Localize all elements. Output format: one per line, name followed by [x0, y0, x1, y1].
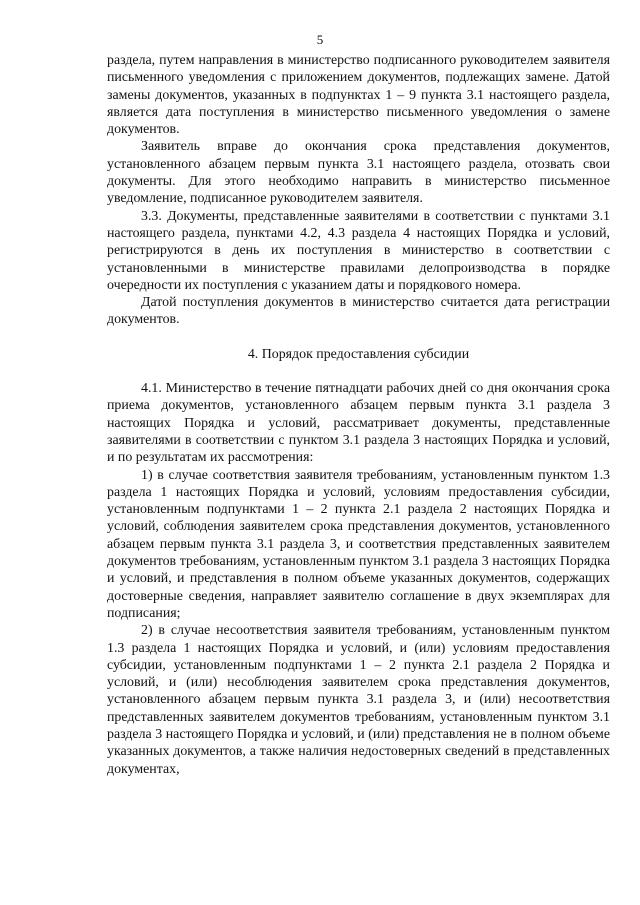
list-item-1: 1) в случае соответствия заявителя требованиям, установленным пунктом 1.3 раздела 1 настоящих Порядка и условий, условиям предоставления субсидии, установленным подпунктами 1 – 2 пункта 2.1 раздела 2 настоящих Порядка и условий, соблюдения заявителем срока представления документов, установленного абзацем первым пункта 3.1 раздела 3, и соответствия представленных заявителем документов требованиям, установленным пунктом 3.1 раздела 3 настоящих Порядка и условий, и представления в полном объеме указанных документов, содержащих достоверные сведения, направляет заявителю соглашение в двух экземплярах для подписания; [107, 467, 610, 621]
list-item-2: 2) в случае несоответствия заявителя требованиям, установленным пунктом 1.3 раздела 1 настоящих Порядка и условий, и (или) условиям предоставления субсидии, установленным подпунктами 1 – 2 пункта 2.1 раздела 2 Порядка и условий, и (или) несоблюдения заявителем срока представления документов, установленного абзацем первым пункта 3.1 раздела 3, и (или) несоответствия представленных заявителем документов требованиям, установленным пунктом 3.1 раздела 3 настоящего Порядка и условий, и (или) представления не в полном объеме указанных документов, а также наличия недостоверных сведений в представленных документах, [107, 623, 610, 777]
section-heading: 4. Порядок предоставления субсидии [247, 346, 470, 362]
paragraph-withdrawal: Заявитель вправе до окончания срока представления документов, установленного абзацем первым пункта 3.1 настоящего раздела, отозвать свои документы. Для этого необходимо направить в министерство письменное уведомление, подписанное руководителем заявителя. [107, 139, 610, 207]
paragraph-receipt-date: Датой поступления документов в министерство считается дата регистрации документов. [107, 295, 610, 328]
paragraph-4-1: 4.1. Министерство в течение пятнадцати рабочих дней со дня окончания срока приема документов, установленного абзацем первым пункта 3.1 раздела 3 настоящих Порядка и условий, рассматривает документы, представленные заявителями в соответствии с пунктом 3.1 раздела 3 настоящих Порядка и условий, и по результатам их рассмотрения: [107, 381, 610, 466]
page-number: 5 [316, 32, 324, 47]
paragraph-3-3: 3.3. Документы, представленные заявителями в соответствии с пунктами 3.1 настоящего раздела, пунктами 4.2, 4.3 раздела 4 настоящих Порядка и условий, регистрируются в день их поступления в министерство в соответствии с установленными в министерстве правилами делопроизводства в порядке очередности их поступления с указанием даты и порядкового номера. [107, 208, 610, 293]
document-body [107, 52, 610, 778]
paragraph-continuation: раздела, путем направления в министерство подписанного руководителем заявителя письменного уведомления с приложением документов, подлежащих замене. Датой замены документов, указанных в подпунктах 1 – 9 пункта 3.1 настоящего раздела, является дата поступления в министерство письменного уведомления о замене документов. [107, 53, 610, 138]
